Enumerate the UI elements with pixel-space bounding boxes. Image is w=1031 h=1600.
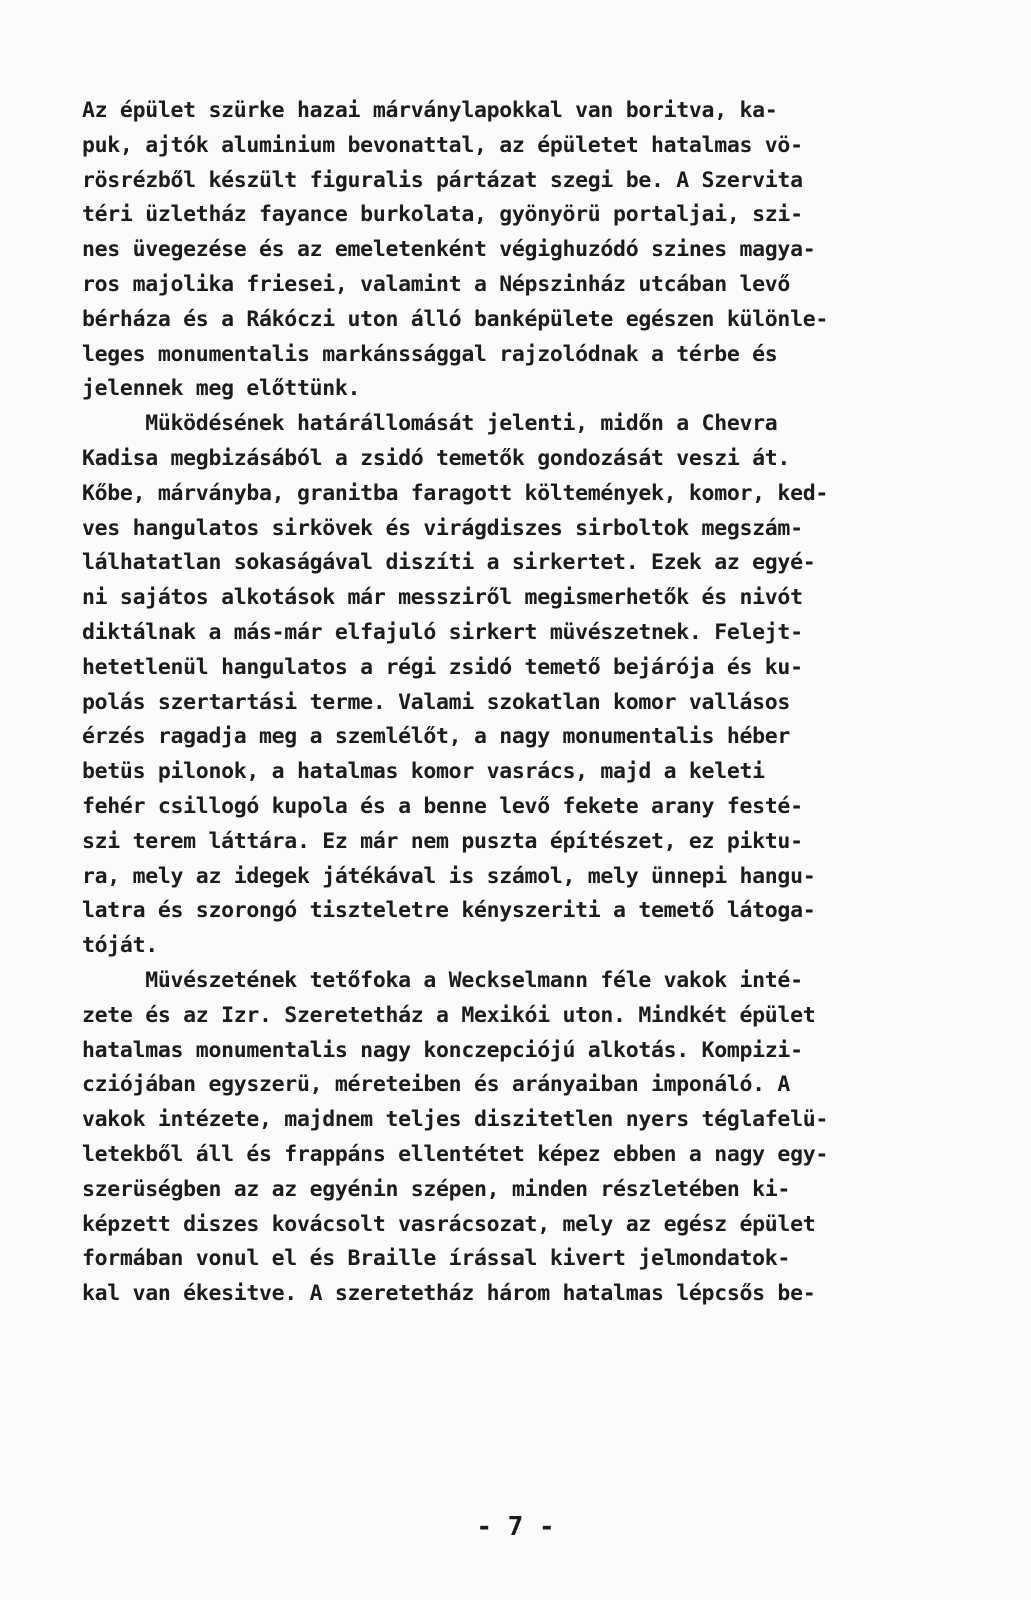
text-line: hetetlenül hangulatos a régi zsidó temető bejárója és ku- bbox=[82, 654, 803, 680]
text-line: vakok intézete, majdnem teljes diszitetlen nyers téglafelü- bbox=[82, 1107, 829, 1133]
text-line: tóját. bbox=[82, 933, 158, 959]
text-line: hatalmas monumentalis nagy konczepciójú alkotás. Kompizi- bbox=[82, 1037, 803, 1063]
text-line: képzett diszes kovácsolt vasrácsozat, mely az egész épület bbox=[82, 1211, 816, 1237]
text-line: letekből áll és frappáns ellentétet képez ebben a nagy egy- bbox=[82, 1141, 829, 1167]
text-line: ros majolika friesei, valamint a Népszinház utcában levő bbox=[82, 271, 791, 297]
text-line: zete és az Izr. Szeretetház a Mexikói uton. Mindkét épület bbox=[82, 1002, 816, 1028]
text-line: puk, ajtók aluminium bevonattal, az épületet hatalmas vö- bbox=[82, 132, 803, 158]
body-text bbox=[82, 94, 962, 1312]
text-line: Müvészetének tetőfoka a Weckselmann féle vakok inté- bbox=[82, 967, 803, 993]
text-line: nes üvegezése és az emeletenként végighuzódó szines magya- bbox=[82, 237, 816, 263]
text-line: érzés ragadja meg a szemlélőt, a nagy monumentalis héber bbox=[82, 724, 791, 750]
text-line: formában vonul el és Braille írással kivert jelmondatok- bbox=[82, 1246, 791, 1272]
text-line: Az épület szürke hazai márványlapokkal van boritva, ka- bbox=[82, 98, 778, 123]
text-line: rösrézből készült figuralis pártázat szegi be. A Szervita bbox=[82, 167, 803, 193]
text-line: kal van ékesitve. A szeretetház három hatalmas lépcsős be- bbox=[82, 1281, 816, 1307]
text-line: leges monumentalis markánssággal rajzolódnak a térbe és bbox=[82, 341, 778, 367]
text-line: Müködésének határállomását jelenti, midőn a Chevra bbox=[82, 411, 778, 437]
text-line: ni sajátos alkotások már messziről megismerhetők és nivót bbox=[82, 585, 803, 611]
text-line: fehér csillogó kupola és a benne levő fekete arany festé- bbox=[82, 793, 803, 819]
text-line: bérháza és a Rákóczi uton álló banképülete egészen különle- bbox=[82, 306, 829, 332]
text-line: Kadisa megbizásából a zsidó temetők gondozását veszi át. bbox=[82, 445, 791, 471]
page-number: - 7 - bbox=[476, 1512, 555, 1542]
text-line: polás szertartási terme. Valami szokatlan komor vallásos bbox=[82, 689, 791, 715]
text-line: téri üzletház fayance burkolata, gyönyörü portaljai, szi- bbox=[82, 202, 803, 228]
text-line: szi terem láttára. Ez már nem puszta építészet, ez piktu- bbox=[82, 828, 803, 854]
text-line: latra és szorongó tiszteletre kényszeriti a temető látoga- bbox=[82, 898, 816, 924]
text-line: Kőbe, márványba, granitba faragott költemények, komor, ked- bbox=[82, 480, 829, 506]
text-line: diktálnak a más-már elfajuló sirkert müvészetnek. Felejt- bbox=[82, 619, 803, 645]
text-line: betüs pilonok, a hatalmas komor vasrács, majd a keleti bbox=[82, 759, 765, 785]
text-line: cziójában egyszerü, méreteiben és arányaiban imponáló. A bbox=[82, 1072, 791, 1098]
text-line: lálhatatlan sokaságával diszíti a sirkertet. Ezek az egyé- bbox=[82, 550, 816, 576]
text-line: jelennek meg előttünk. bbox=[82, 376, 361, 402]
text-line: ves hangulatos sirkövek és virágdiszes sirboltok megszám- bbox=[82, 515, 803, 541]
text-line: szerüségben az az egyénin szépen, minden részletében ki- bbox=[82, 1176, 791, 1202]
text-line: ra, mely az idegek játékával is számol, mely ünnepi hangu- bbox=[82, 863, 816, 889]
